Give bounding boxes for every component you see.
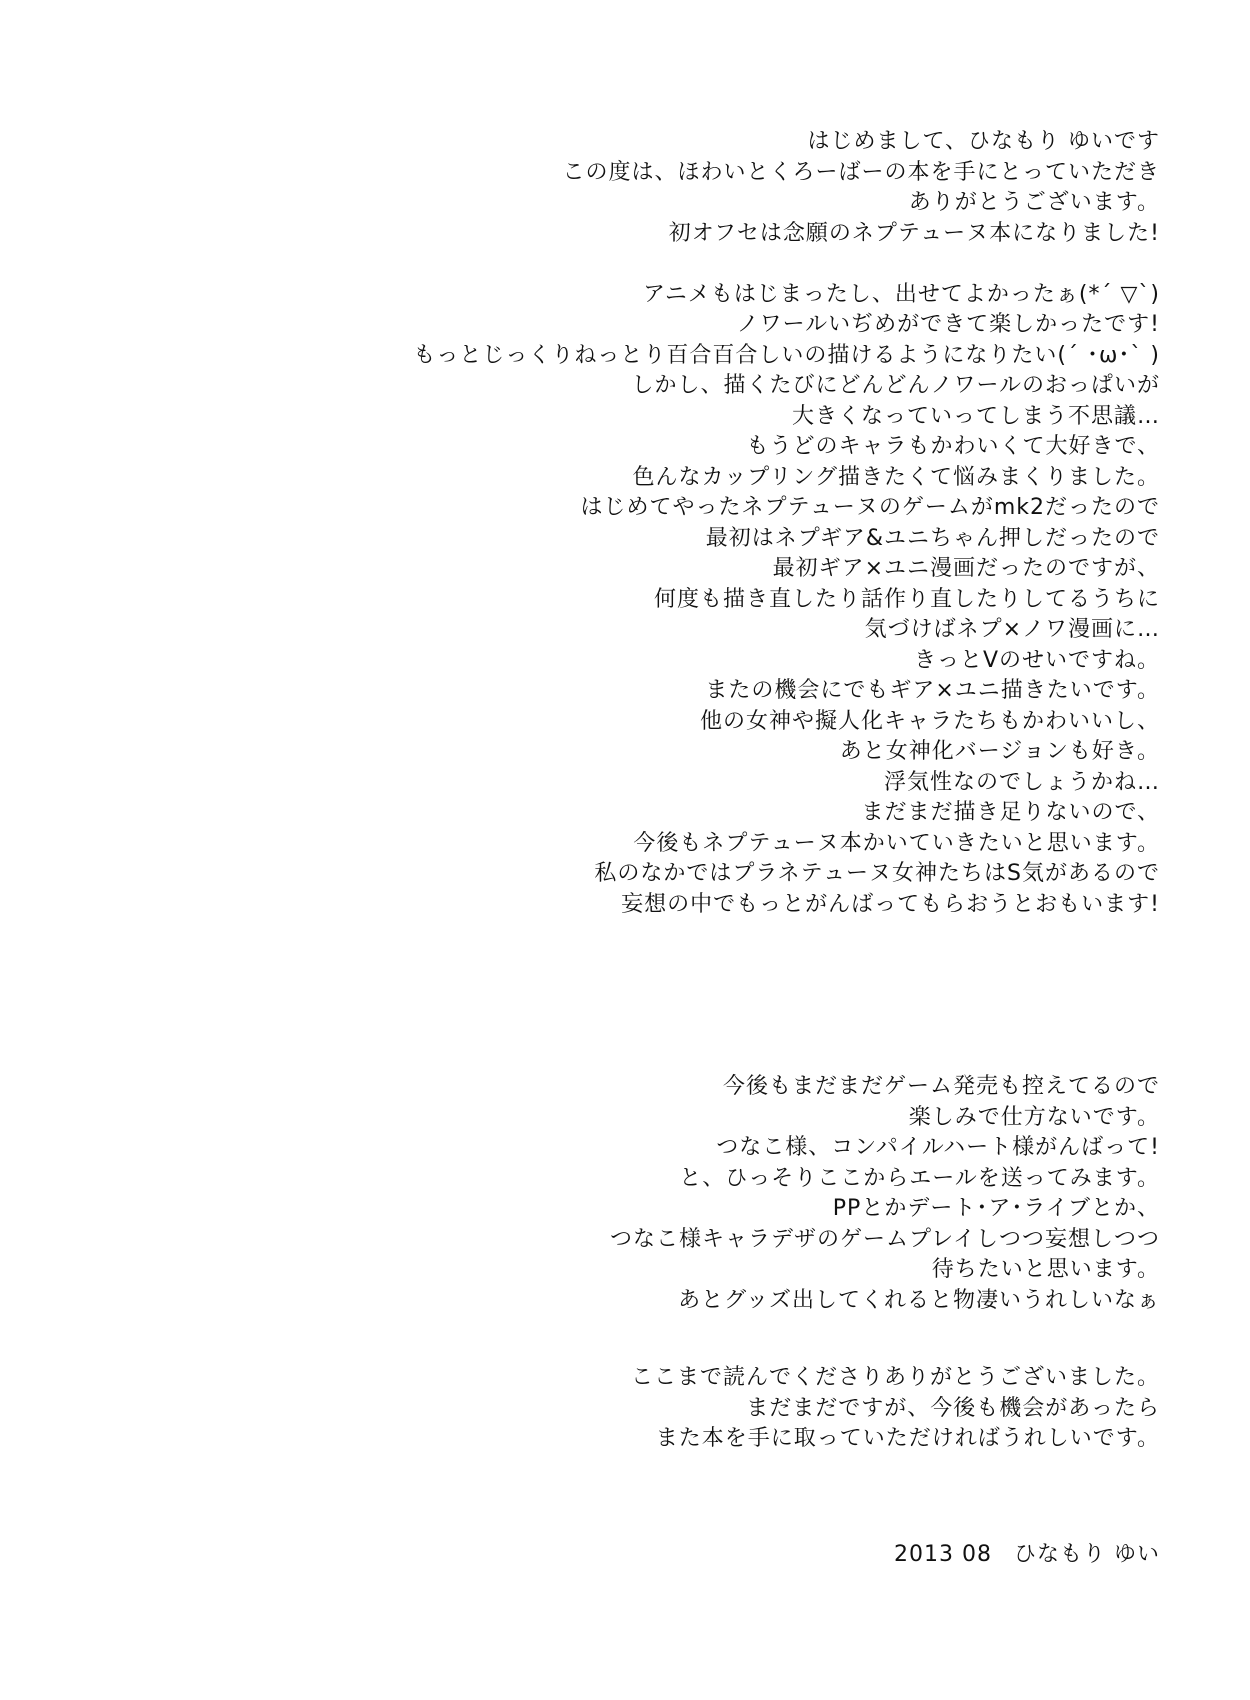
text-line: はじめまして、ひなもり ゆいです [807,129,1160,154]
paragraph-gap [260,249,1160,280]
text-line: また本を手に取っていただければうれしいです。 [655,1426,1160,1451]
text-line: きっとVのせいですね。 [913,647,1160,673]
text-line: 今後もネプテューヌ本かいていきたいと思います。 [633,830,1160,856]
text-line: 私のなかではプラネテューヌ女神たちはS気があるので [594,861,1160,886]
text-line: この度は、ほわいとくろーばーの本を手にとっていただき [562,159,1160,185]
text-line: 大きくなっていってしまう不思議… [791,403,1160,429]
afterword-closing-paragraph [260,1363,1160,1455]
text-line: つなこ様、コンパイルハート様がんばって! [716,1135,1160,1160]
text-line: ありがとうございます。 [908,190,1160,215]
signature [894,1540,1160,1570]
text-line: まだまだ描き足りないので、 [861,800,1160,825]
text-line: PPとかデート･ア･ライブとか、 [832,1196,1160,1221]
text-line: 最初はネプギア&ユニちゃん押しだったので [705,525,1160,551]
afterword-middle-paragraph [260,1072,1160,1316]
signature-author: ひなもり ゆい [1014,1542,1160,1567]
text-line: つなこ様キャラデザのゲームプレイしつつ妄想しつつ [609,1226,1160,1252]
text-line: 待ちたいと思います。 [931,1257,1160,1282]
text-line: 楽しみで仕方ないです。 [908,1104,1160,1130]
text-line: またの機会にでもギア×ユニ描きたいです。 [705,678,1160,703]
text-line: 他の女神や擬人化キャラたちもかわいいし、 [699,708,1160,734]
text-line: アニメもはじまったし、出せてよかったぁ(*´ ▽`) [643,281,1160,307]
text-line: と、ひっそりここからエールを送ってみます。 [679,1165,1160,1191]
text-line: ノワールいぢめができて楽しかったです! [736,312,1160,337]
text-line: 気づけばネプ×ノワ漫画に… [864,617,1160,642]
text-line: 浮気性なのでしょうかね… [883,769,1160,795]
text-line: 初オフセは念願のネプテューヌ本になりました! [668,220,1160,246]
text-line: はじめてやったネプテューヌのゲームがmk2だったので [580,495,1160,520]
text-line: あと女神化バージョンも好き。 [839,739,1160,764]
text-line: 最初ギア×ユニ漫画だったのですが、 [772,556,1160,581]
text-line: ここまで読んでくださりありがとうございました。 [630,1365,1160,1390]
text-line: もうどのキャラもかわいくて大好きで、 [746,434,1160,459]
text-line: もっとじっくりねっとり百合百合しいの描けるようになりたい(´ ･ω･` ) [413,342,1160,368]
signature-date: 2013 08 [894,1542,992,1567]
text-line: 今後もまだまだゲーム発売も控えてるので [722,1074,1160,1099]
text-line: 妄想の中でもっとがんばってもらおうとおもいます! [621,891,1160,917]
text-line: 色んなカップリング描きたくて悩みまくりました。 [632,464,1160,490]
text-line: あとグッズ出してくれると物凄いうれしいなぁ [678,1287,1160,1313]
text-line: 何度も描き直したり話作り直したりしてるうちに [653,586,1160,612]
afterword-intro-and-body [260,127,1160,920]
text-line: まだまだですが、今後も機会があったら [746,1395,1160,1421]
text-line: しかし、描くたびにどんどんノワールのおっぱいが [631,373,1160,398]
